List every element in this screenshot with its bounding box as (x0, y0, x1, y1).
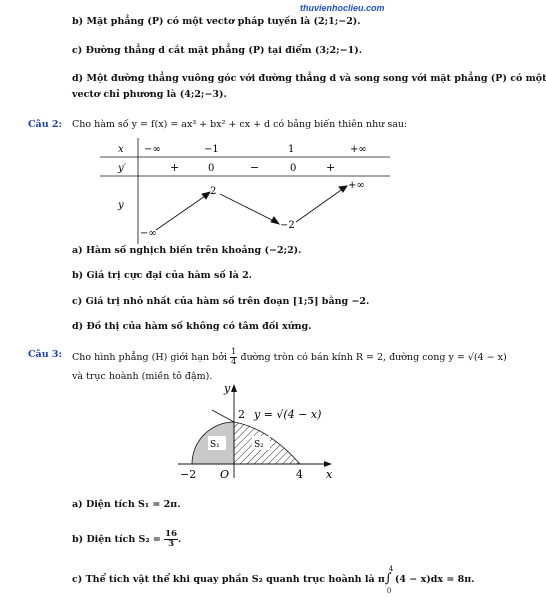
s2-fraction: $\frac{16}{3}$ (165, 529, 177, 549)
q2-option-a: a) Hàm số nghịch biến trên khoảng (−2;2). (72, 245, 302, 256)
q1-option-b: b) Mặt phẳng (P) có một vectơ pháp tuyến là (2;1;−2). (72, 16, 361, 27)
label-y-2: 2 (238, 408, 245, 421)
table-yprime-zero-2: 0 (290, 163, 297, 174)
table-yprime-zero-1: 0 (208, 163, 215, 174)
table-yprime-plus-1: + (170, 161, 180, 174)
q3-option-a: a) Diện tích S₁ = 2π. (72, 499, 181, 510)
table-x-neg-inf: −∞ (144, 144, 161, 155)
table-x-label: x (118, 144, 124, 155)
table-yprime-plus-2: + (326, 161, 336, 174)
q1-option-d-line2: vectơ chỉ phương là (4;2;−3). (72, 89, 227, 100)
q3-stem-pre: Cho hình phẳng (H) giới hạn bởi (72, 352, 227, 363)
x-axis-label: x (326, 468, 333, 481)
label-x-neg2: −2 (180, 468, 197, 481)
table-y-pos-inf: +∞ (348, 180, 365, 191)
label-x-4: 4 (296, 468, 303, 481)
label-s1: S₁ (210, 440, 220, 450)
arrow-decrease (220, 194, 276, 222)
arrow-increase-1 (156, 194, 208, 230)
q3-stem-post: đường tròn có bán kính R = 2, đường cong y = √(4 − x) (240, 352, 507, 363)
q3-fraction: $\frac{1}{4}$ (231, 347, 237, 367)
q1-option-c: c) Đường thẳng d cắt mặt phẳng (P) tại điểm (3;2;−1). (72, 45, 363, 56)
arrow-increase-2 (296, 188, 344, 222)
q3-option-c: c) Thể tích vật thể khi quay phần S₂ quanh trục hoành là π∫ 4 0 (4 − x)dx = 8π. (72, 565, 475, 595)
table-y-max: 2 (210, 186, 217, 197)
curve-extension (212, 410, 234, 422)
q3-stem-line1 (72, 348, 507, 367)
label-s2: S₂ (254, 440, 264, 450)
curve-label: y = √(4 − x) (254, 408, 322, 421)
table-yprime-minus: − (250, 161, 260, 174)
variation-table (100, 136, 400, 244)
q2-option-c: c) Giá trị nhỏ nhất của hàm số trên đoạn [1;5] bằng −2. (72, 296, 370, 307)
table-x-1: 1 (288, 144, 295, 155)
table-x-neg1: −1 (204, 144, 219, 155)
q3-stem-line2: và trục hoành (miền tô đậm). (72, 371, 213, 382)
q3-label: Câu 3: (28, 349, 63, 360)
q2-label: Câu 2: (28, 119, 63, 130)
table-y-label: y (118, 200, 124, 211)
integral-sign: ∫ 4 0 (384, 565, 394, 595)
region-figure (168, 380, 348, 480)
q2-option-d: d) Đồ thị của hàm số không có tâm đối xứng. (72, 321, 312, 332)
table-y-min: −2 (280, 220, 295, 231)
q2-stem: Cho hàm số y = f(x) = ax³ + bx² + cx + d có bảng biến thiên như sau: (72, 119, 408, 130)
q1-option-d-line1: d) Một đường thẳng vuông góc với đường thẳng d và song song với mặt phẳng (P) có một (72, 73, 546, 84)
table-x-pos-inf: +∞ (350, 144, 367, 155)
q3-option-b: b) Diện tích S₂ = $\frac{16}{3}$ . (72, 529, 182, 549)
table-yprime-label: y′ (118, 163, 126, 174)
table-y-neg-inf: −∞ (140, 228, 157, 239)
site-logo: thuvienhoclieu.com (300, 3, 385, 13)
y-axis-label: y (224, 382, 231, 395)
q2-option-b: b) Giá trị cực đại của hàm số là 2. (72, 270, 252, 281)
label-origin: O (220, 468, 230, 481)
